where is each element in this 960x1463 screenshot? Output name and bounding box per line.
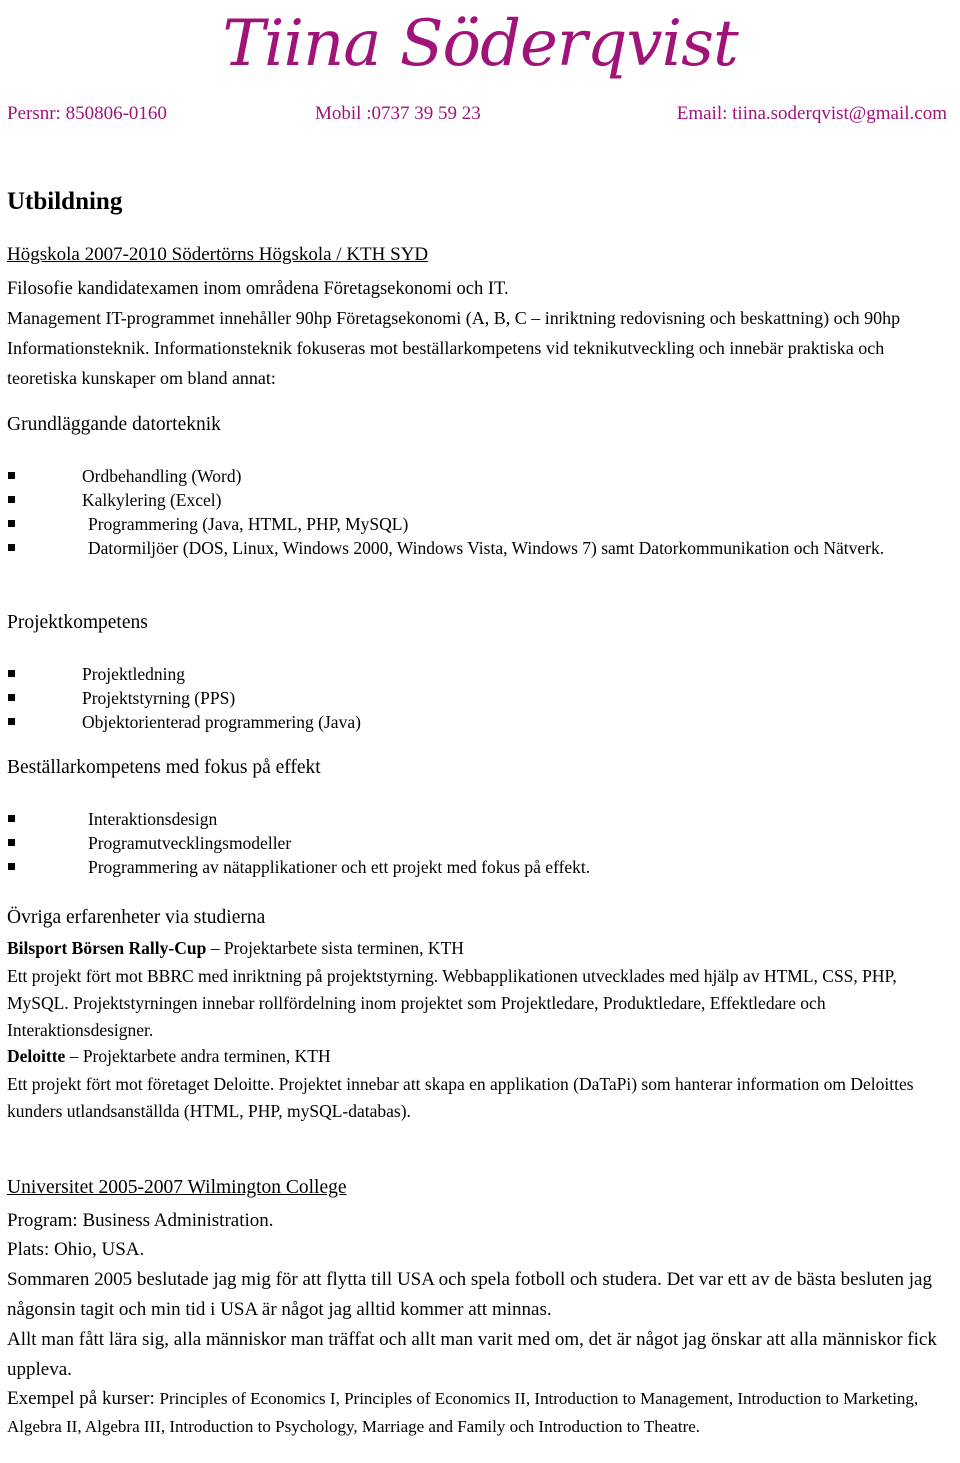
project-name: Deloitte [7,1046,66,1066]
usa-text-2: Allt man fått lära sig, alla människor man träffat och allt man varit med om, det är något jag önskar att alla människor fick uppleva. [7,1329,937,1380]
school-title: Universitet 2005-2007 Wilmington College [7,1177,347,1198]
project-name: Bilsport Börsen Rally-Cup [7,938,207,958]
list-item: Datormiljöer (DOS, Linux, Windows 2000, Windows Vista, Windows 7) samt Datorkommunikation och Nätverk. [7,536,952,560]
group-title-basics: Grundläggande datorteknik [7,414,221,435]
list-item: Interaktionsdesign [7,807,952,831]
usa-text: Sommaren 2005 beslutade jag mig för att flytta till USA och spela fotboll och studera. Det var ett av de bästa besluten jag någonsin tagit och min tid i USA är något jag alltid kommer att minnas. [7,1269,932,1320]
courses-label: Exempel på kurser: [7,1388,160,1409]
orderer-list [7,807,952,879]
group-title-other: Övriga erfarenheter via studierna [7,907,266,928]
group-title-orderer: Beställarkompetens med fokus på effekt [7,757,321,778]
cv-name-title: Tiina Söderqvist [222,7,738,81]
project-heading-bbrc [7,935,957,962]
list-item: Programutvecklingsmodeller [7,831,952,855]
list-item: Programmering av nätapplikationer och ett projekt med fokus på effekt. [7,855,952,879]
project-text-bbrc: Ett projekt fört mot BBRC med inriktning på projektstyrning. Webbapplikationen utvecklades med hjälp av HTML, CSS, PHP, MySQL. Projektstyrningen innebar rollfördelning inom projektet som Projektledare, Produktledare, Effektledare och Interaktionsdesigner. [7,966,897,1040]
mobile-number: Mobil :0737 39 59 23 [315,103,481,124]
degree-line: Filosofie kandidatexamen inom områdena Företagsekonomi och IT. [7,279,509,299]
basics-list [7,464,952,560]
contact-row [7,103,947,129]
courses-paragraph [7,1385,952,1441]
place-line: Plats: Ohio, USA. [7,1239,145,1260]
school-title: Högskola 2007-2010 Södertörns Högskola / KTH SYD [7,244,429,265]
list-item: Projektstyrning (PPS) [7,686,952,710]
project-list [7,662,952,734]
project-text-deloitte: Ett projekt fört mot företaget Deloitte. Projektet innebar att skapa en applikation (DaTaPi) som hanterar information om Deloittes kunders utlandsanställda (HTML, PHP, mySQL-databas). [7,1074,914,1121]
personal-number: Persnr: 850806-0160 [7,103,167,124]
group-title-project: Projektkompetens [7,612,148,633]
courses-list: Principles of Economics I, Principles of Economics II, Introduction to Management, Introduction to Marketing, Algebra II, Algebra III, Introduction to Psychology, Marriage and Family och Introduction to Theatre. [7,1389,919,1436]
list-item: Kalkylering (Excel) [7,488,952,512]
list-item: Objektorienterad programmering (Java) [7,710,952,734]
project-subtitle: – Projektarbete sista terminen, KTH [206,938,464,958]
project-heading-deloitte [7,1043,957,1070]
project-subtitle: – Projektarbete andra terminen, KTH [65,1046,331,1066]
list-item: Programmering (Java, HTML, PHP, MySQL) [7,512,952,536]
list-item: Projektledning [7,662,952,686]
program-description: Management IT-programmet innehåller 90hp Företagsekonomi (A, B, C – inriktning redovisning och beskattning) och 90hp Informationsteknik. Informationsteknik fokuseras mot beställarkompetens vid teknikutveckling och innebär praktiska och teoretiska kunskaper om bland annat: [7,308,901,388]
program-line: Program: Business Administration. [7,1210,274,1231]
email-address: Email: tiina.soderqvist@gmail.com [676,103,947,124]
section-heading-education: Utbildning [7,188,123,215]
list-item: Ordbehandling (Word) [7,464,952,488]
